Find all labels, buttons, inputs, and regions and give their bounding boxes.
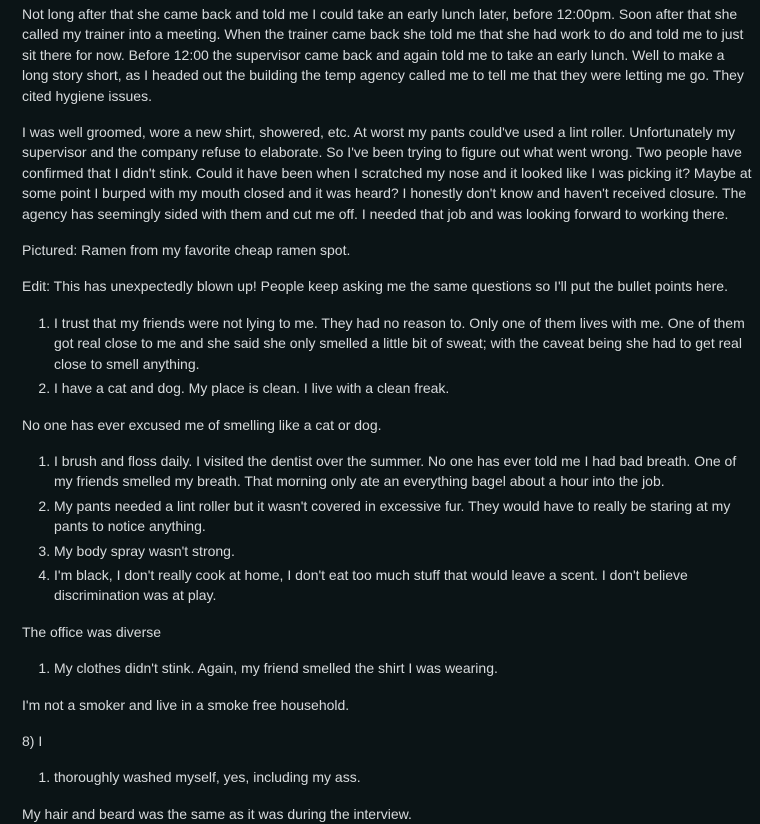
list-item: 4. I'm black, I don't really cook at home, I don't eat too much stuff that would leave a scent. I don't believe discrimination was at play. [54,565,752,606]
list-item: 3. My body spray wasn't strong. [54,541,752,561]
list-item: 1. I brush and floss daily. I visited the dentist over the summer. No one has ever told me I had bad breath. One of my friends smelled my breath. That morning only ate an everything bagel about a hour into the job. [54,451,752,492]
paragraph-eight: 8) I [22,732,43,749]
paragraph-office-diverse: The office was diverse [22,623,162,640]
paragraph-edit: Edit: This has unexpectedly blown up! People keep asking me the same questions so I'll put the bullet points here. [22,278,728,295]
numbered-list-friends [22,313,752,399]
paragraph-hair-beard: My hair and beard was the same as it was during the interview. [22,805,412,822]
paragraph-early-lunch: Not long after that she came back and told me I could take an early lunch later, before 12:00pm. Soon after that she called my trainer into a meeting. When the trainer came back she told me that she had work to do and told me to just sit there for now. Before 12:00 the supervisor came back and again told me to take an early lunch. Well to make a long story short, as I headed out the building the temp agency called me to tell me that they were letting me go. They cited hygiene issues. [22,6,748,104]
list-item: 1. My clothes didn't stink. Again, my friend smelled the shirt I was wearing. [54,658,752,678]
paragraph-cat-dog: No one has ever excused me of smelling like a cat or dog. [22,416,382,433]
list-item: 1. I trust that my friends were not lying to me. They had no reason to. Only one of them lives with me. One of them got real close to me and she said she only smelled a little bit of sweat; with the caveat being she had to get real close to smell anything. [54,313,752,374]
paragraph-well-groomed: I was well groomed, wore a new shirt, showered, etc. At worst my pants could've used a lint roller. Unfortunately my supervisor and the company refuse to elaborate. So I've been trying to figure out what went wrong. Two people have confirmed that I didn't stink. Could it have been when I scratched my nose and it looked like I was picking it? Maybe at some point I burped with my mouth closed and it was heard? I honestly don't know and haven't received closure. The agency has seemingly sided with them and cut me off. I needed that job and was looking forward to working there. [22,124,756,222]
paragraph-pictured: Pictured: Ramen from my favorite cheap ramen spot. [22,242,351,259]
paragraph-smoker: I'm not a smoker and live in a smoke free household. [22,696,350,713]
numbered-list-hygiene [22,451,752,606]
numbered-list-clothes [22,658,752,678]
list-item: 1. thoroughly washed myself, yes, including my ass. [54,767,752,787]
list-item: 2. My pants needed a lint roller but it wasn't covered in excessive fur. They would have to really be staring at my pants to notice anything. [54,496,752,537]
list-item: 2. I have a cat and dog. My place is clean. I live with a clean freak. [54,378,752,398]
numbered-list-washed [22,767,752,787]
